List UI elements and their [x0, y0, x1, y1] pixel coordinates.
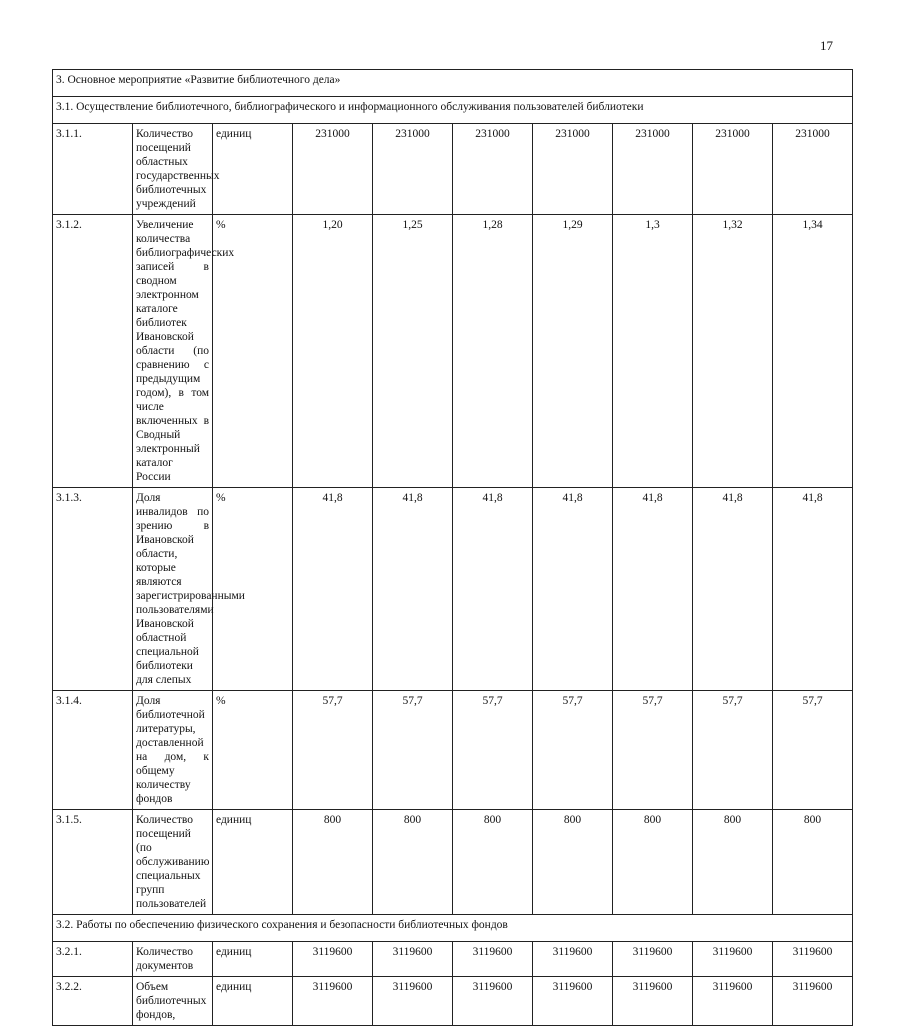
indicator-name: Количество посещений областных государственных библиотечных учреждений [133, 124, 213, 215]
subsection-title: 3.1. Осуществление библиотечного, библиографического и информационного обслуживания пользователей библиотеки [53, 97, 853, 124]
value-cell: 57,7 [453, 691, 533, 810]
unit-cell: % [213, 691, 293, 810]
table-row [53, 215, 853, 488]
value-cell: 3119600 [693, 977, 773, 1026]
value-cell: 231000 [773, 124, 853, 215]
indicator-name: Доля инвалидов по зрению в Ивановской области, которые являются зарегистрированными пользователями Ивановской областной специальной библиотеки для слепых [133, 488, 213, 691]
value-cell: 41,8 [613, 488, 693, 691]
value-cell: 3119600 [453, 977, 533, 1026]
value-cell: 3119600 [533, 942, 613, 977]
row-number: 3.1.4. [53, 691, 133, 810]
value-cell: 231000 [613, 124, 693, 215]
value-cell: 3119600 [293, 942, 373, 977]
page-number: 17 [820, 38, 833, 53]
section-header-row [53, 70, 853, 97]
value-cell: 3119600 [533, 977, 613, 1026]
value-cell: 41,8 [453, 488, 533, 691]
value-cell: 3119600 [773, 977, 853, 1026]
table-row [53, 810, 853, 915]
value-cell: 3119600 [373, 942, 453, 977]
value-cell: 57,7 [293, 691, 373, 810]
table-row [53, 488, 853, 691]
value-cell: 41,8 [533, 488, 613, 691]
value-cell: 231000 [373, 124, 453, 215]
value-cell: 41,8 [293, 488, 373, 691]
table-row [53, 124, 853, 215]
value-cell: 3119600 [613, 942, 693, 977]
value-cell: 1,32 [693, 215, 773, 488]
table-row [53, 691, 853, 810]
value-cell: 3119600 [693, 942, 773, 977]
row-number: 3.2.1. [53, 942, 133, 977]
value-cell: 3119600 [613, 977, 693, 1026]
value-cell: 3119600 [453, 942, 533, 977]
unit-cell: % [213, 488, 293, 691]
row-number: 3.2.2. [53, 977, 133, 1026]
value-cell: 1,29 [533, 215, 613, 488]
table-row [53, 977, 853, 1026]
value-cell: 231000 [453, 124, 533, 215]
value-cell: 800 [533, 810, 613, 915]
table-row [53, 942, 853, 977]
value-cell: 1,25 [373, 215, 453, 488]
value-cell: 57,7 [613, 691, 693, 810]
row-number: 3.1.1. [53, 124, 133, 215]
row-number: 3.1.3. [53, 488, 133, 691]
row-number: 3.1.2. [53, 215, 133, 488]
value-cell: 800 [373, 810, 453, 915]
value-cell: 231000 [693, 124, 773, 215]
value-cell: 57,7 [773, 691, 853, 810]
indicators-table [52, 69, 853, 1026]
indicator-name: Увеличение количества библиографических записей в сводном электронном каталоге библиотек Ивановской области (по сравнению с предыдущим годом), в том числе включенных в Сводный электронный каталог России [133, 215, 213, 488]
subsection-header-row [53, 97, 853, 124]
subsection-header-row [53, 915, 853, 942]
value-cell: 231000 [533, 124, 613, 215]
value-cell: 800 [453, 810, 533, 915]
section-title: 3. Основное мероприятие «Развитие библиотечного дела» [53, 70, 853, 97]
value-cell: 3119600 [773, 942, 853, 977]
unit-cell: единиц [213, 810, 293, 915]
value-cell: 1,3 [613, 215, 693, 488]
value-cell: 800 [613, 810, 693, 915]
subsection-title: 3.2. Работы по обеспечению физического сохранения и безопасности библиотечных фондов [53, 915, 853, 942]
value-cell: 41,8 [773, 488, 853, 691]
value-cell: 57,7 [693, 691, 773, 810]
value-cell: 800 [293, 810, 373, 915]
value-cell: 1,34 [773, 215, 853, 488]
row-number: 3.1.5. [53, 810, 133, 915]
value-cell: 57,7 [533, 691, 613, 810]
indicator-name: Количество документов [133, 942, 213, 977]
indicator-name: Количество посещений (по обслуживанию специальных групп пользователей [133, 810, 213, 915]
indicator-name: Объем библиотечных фондов, [133, 977, 213, 1026]
unit-cell: % [213, 215, 293, 488]
value-cell: 41,8 [373, 488, 453, 691]
value-cell: 57,7 [373, 691, 453, 810]
value-cell: 3119600 [293, 977, 373, 1026]
value-cell: 800 [773, 810, 853, 915]
value-cell: 1,28 [453, 215, 533, 488]
value-cell: 800 [693, 810, 773, 915]
unit-cell: единиц [213, 977, 293, 1026]
value-cell: 3119600 [373, 977, 453, 1026]
value-cell: 231000 [293, 124, 373, 215]
unit-cell: единиц [213, 124, 293, 215]
value-cell: 1,20 [293, 215, 373, 488]
value-cell: 41,8 [693, 488, 773, 691]
unit-cell: единиц [213, 942, 293, 977]
indicator-name: Доля библиотечной литературы, доставленной на дом, к общему количеству фондов [133, 691, 213, 810]
